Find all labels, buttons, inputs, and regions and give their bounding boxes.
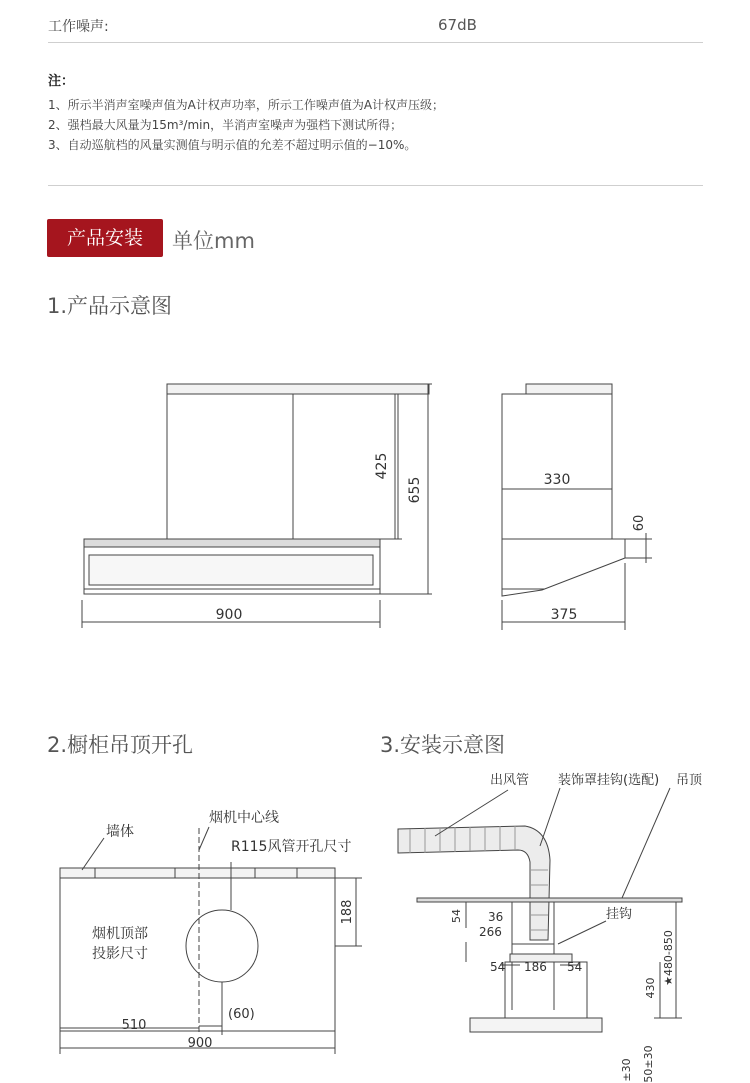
dim-900: 900 [187, 1036, 213, 1051]
dim-188: 188 [340, 899, 355, 925]
dim-36: 36 [488, 910, 504, 924]
dim-pm30-a: ±30 [620, 1058, 633, 1082]
dim-side-top: 330 [543, 472, 571, 488]
dim-pm30-b: 50±30 [642, 1045, 655, 1083]
note-item: 2、强档最大风量为15m³/min，半消声室噪声为强档下测试所得； [48, 118, 403, 132]
note-title: 注： [48, 74, 75, 89]
label-wall: 墙体 [106, 824, 134, 840]
section-title-cutout: 2.橱柜吊顶开孔 [47, 733, 194, 757]
spec-value: 67dB [438, 16, 477, 34]
dim-54-left: 54 [490, 960, 506, 974]
spec-label: 工作噪声: [48, 19, 109, 35]
label-projection-2: 投影尺寸 [92, 946, 148, 962]
dim-54-vertical: 54 [450, 909, 463, 923]
label-hole: R115风管开孔尺寸 [231, 839, 352, 855]
dim-total-height: 655 [407, 476, 423, 504]
label-outlet: 出风管 [490, 773, 530, 788]
label-centerline: 烟机中心线 [209, 810, 279, 826]
label-hanger: 装饰罩挂钩(选配) [558, 773, 660, 788]
dim-panel-height: 60 [632, 514, 647, 532]
dim-54-right: 54 [567, 960, 583, 974]
install-diagram [398, 788, 682, 1032]
section-title-install: 3.安装示意图 [380, 733, 506, 757]
dim-430: 430 [644, 977, 657, 999]
dim-upper-height: 425 [374, 452, 390, 480]
label-hook: 挂钩 [606, 907, 633, 922]
side-view-diagram [502, 384, 652, 630]
note-item: 3、自动巡航档的风量实测值与明示值的允差不超过明示值的−10%。 [48, 138, 417, 152]
dim-front-width: 900 [215, 607, 243, 623]
dim-510: 510 [121, 1018, 147, 1033]
install-badge: 产品安装 [47, 219, 163, 257]
unit-label: 单位mm [172, 229, 255, 253]
label-projection-1: 烟机顶部 [92, 926, 148, 942]
label-ceiling: 吊顶 [676, 773, 703, 788]
dim-60: (60) [228, 1007, 255, 1022]
section-title-product: 1.产品示意图 [47, 294, 173, 318]
dim-266: 266 [479, 925, 502, 939]
front-view-diagram [82, 384, 432, 628]
dim-side-bottom: 375 [550, 607, 578, 623]
note-item: 1、所示半消声室噪声值为A计权声功率，所示工作噪声值为A计权声压级； [48, 98, 445, 112]
dim-480-850: ★480-850 [662, 930, 675, 986]
dim-186: 186 [524, 960, 547, 974]
